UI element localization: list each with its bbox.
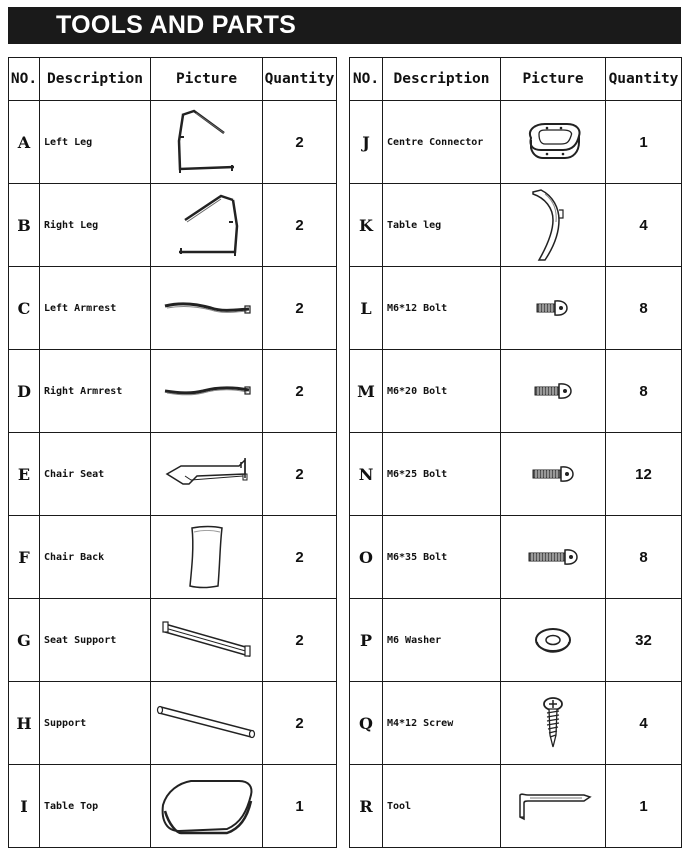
part-quantity: 2 — [263, 267, 337, 350]
centre-connector-icon — [521, 120, 585, 164]
table-row — [9, 267, 337, 350]
part-picture — [501, 267, 606, 350]
seat-support-icon — [159, 618, 255, 662]
part-description: Seat Support — [40, 599, 151, 682]
part-quantity: 8 — [606, 350, 682, 433]
table-row — [350, 433, 682, 516]
part-no: G — [9, 599, 40, 682]
table-row — [350, 599, 682, 682]
part-picture — [151, 184, 263, 267]
part-description: Table leg — [383, 184, 501, 267]
bolt-m6x35-icon — [525, 547, 581, 567]
part-quantity: 2 — [263, 682, 337, 765]
part-picture — [151, 516, 263, 599]
table-top-icon — [157, 775, 257, 837]
bolt-m6x20-icon — [531, 381, 575, 401]
part-quantity: 4 — [606, 184, 682, 267]
part-quantity: 1 — [606, 101, 682, 184]
part-no: M — [350, 350, 383, 433]
support-tube-icon — [155, 703, 259, 743]
part-picture — [151, 433, 263, 516]
part-description: Left Armrest — [40, 267, 151, 350]
part-description: Chair Back — [40, 516, 151, 599]
part-picture — [151, 267, 263, 350]
part-quantity: 1 — [263, 765, 337, 848]
part-quantity: 12 — [606, 433, 682, 516]
part-description: M6*12 Bolt — [383, 267, 501, 350]
table-header-row — [350, 58, 682, 101]
part-quantity: 2 — [263, 101, 337, 184]
part-quantity: 2 — [263, 599, 337, 682]
col-header-quantity: Quantity — [263, 58, 337, 101]
part-picture — [151, 599, 263, 682]
part-picture — [501, 184, 606, 267]
parts-table-right — [349, 57, 682, 848]
allen-key-icon — [510, 789, 596, 823]
part-quantity: 8 — [606, 267, 682, 350]
washer-icon — [531, 625, 575, 655]
part-quantity: 2 — [263, 184, 337, 267]
part-no: C — [9, 267, 40, 350]
part-no: A — [9, 101, 40, 184]
part-no: N — [350, 433, 383, 516]
part-description: M4*12 Screw — [383, 682, 501, 765]
part-quantity: 2 — [263, 350, 337, 433]
part-description: Left Leg — [40, 101, 151, 184]
section-title: TOOLS AND PARTS — [56, 11, 297, 39]
part-no: F — [9, 516, 40, 599]
part-quantity: 32 — [606, 599, 682, 682]
part-picture — [501, 516, 606, 599]
part-picture — [501, 599, 606, 682]
table-header-row — [9, 58, 337, 101]
table-row — [350, 350, 682, 433]
part-no: J — [350, 101, 383, 184]
part-no: D — [9, 350, 40, 433]
part-description: Tool — [383, 765, 501, 848]
table-row — [9, 682, 337, 765]
table-row — [350, 267, 682, 350]
table-row — [9, 765, 337, 848]
table-row — [350, 765, 682, 848]
table-row — [9, 516, 337, 599]
part-description: M6 Washer — [383, 599, 501, 682]
part-no: E — [9, 433, 40, 516]
part-quantity: 2 — [263, 433, 337, 516]
parts-table-left — [8, 57, 337, 848]
left-leg-icon — [172, 107, 242, 177]
col-header-description: Description — [383, 58, 501, 101]
part-picture — [501, 350, 606, 433]
part-description: Chair Seat — [40, 433, 151, 516]
table-row — [9, 184, 337, 267]
table-row — [350, 516, 682, 599]
part-quantity: 4 — [606, 682, 682, 765]
part-no: K — [350, 184, 383, 267]
part-no: L — [350, 267, 383, 350]
table-row — [9, 433, 337, 516]
part-picture — [501, 765, 606, 848]
col-header-description: Description — [40, 58, 151, 101]
part-no: O — [350, 516, 383, 599]
part-picture — [151, 765, 263, 848]
left-armrest-icon — [161, 296, 253, 320]
part-no: I — [9, 765, 40, 848]
table-row — [350, 184, 682, 267]
table-row — [350, 101, 682, 184]
part-no: H — [9, 682, 40, 765]
part-description: M6*35 Bolt — [383, 516, 501, 599]
part-picture — [501, 433, 606, 516]
part-no: B — [9, 184, 40, 267]
part-picture — [151, 350, 263, 433]
chair-back-icon — [182, 522, 232, 592]
col-header-quantity: Quantity — [606, 58, 682, 101]
part-picture — [151, 682, 263, 765]
table-row — [9, 350, 337, 433]
col-header-no: NO. — [9, 58, 40, 101]
table-row — [9, 599, 337, 682]
col-header-picture: Picture — [151, 58, 263, 101]
table-row — [9, 101, 337, 184]
part-picture — [501, 682, 606, 765]
right-armrest-icon — [161, 379, 253, 403]
part-quantity: 1 — [606, 765, 682, 848]
part-description: Centre Connector — [383, 101, 501, 184]
part-no: P — [350, 599, 383, 682]
part-description: Table Top — [40, 765, 151, 848]
col-header-picture: Picture — [501, 58, 606, 101]
part-description: Right Leg — [40, 184, 151, 267]
part-description: Support — [40, 682, 151, 765]
table-leg-icon — [523, 186, 583, 264]
part-picture — [151, 101, 263, 184]
part-quantity: 2 — [263, 516, 337, 599]
table-row — [350, 682, 682, 765]
part-picture — [501, 101, 606, 184]
chair-seat-icon — [161, 454, 253, 494]
bolt-m6x12-icon — [533, 298, 573, 318]
section-header — [8, 7, 681, 44]
bolt-m6x25-icon — [529, 464, 577, 484]
part-description: M6*25 Bolt — [383, 433, 501, 516]
part-no: R — [350, 765, 383, 848]
part-description: M6*20 Bolt — [383, 350, 501, 433]
part-no: Q — [350, 682, 383, 765]
col-header-no: NO. — [350, 58, 383, 101]
right-leg-icon — [171, 190, 243, 260]
part-description: Right Armrest — [40, 350, 151, 433]
part-quantity: 8 — [606, 516, 682, 599]
screw-m4x12-icon — [538, 695, 568, 751]
